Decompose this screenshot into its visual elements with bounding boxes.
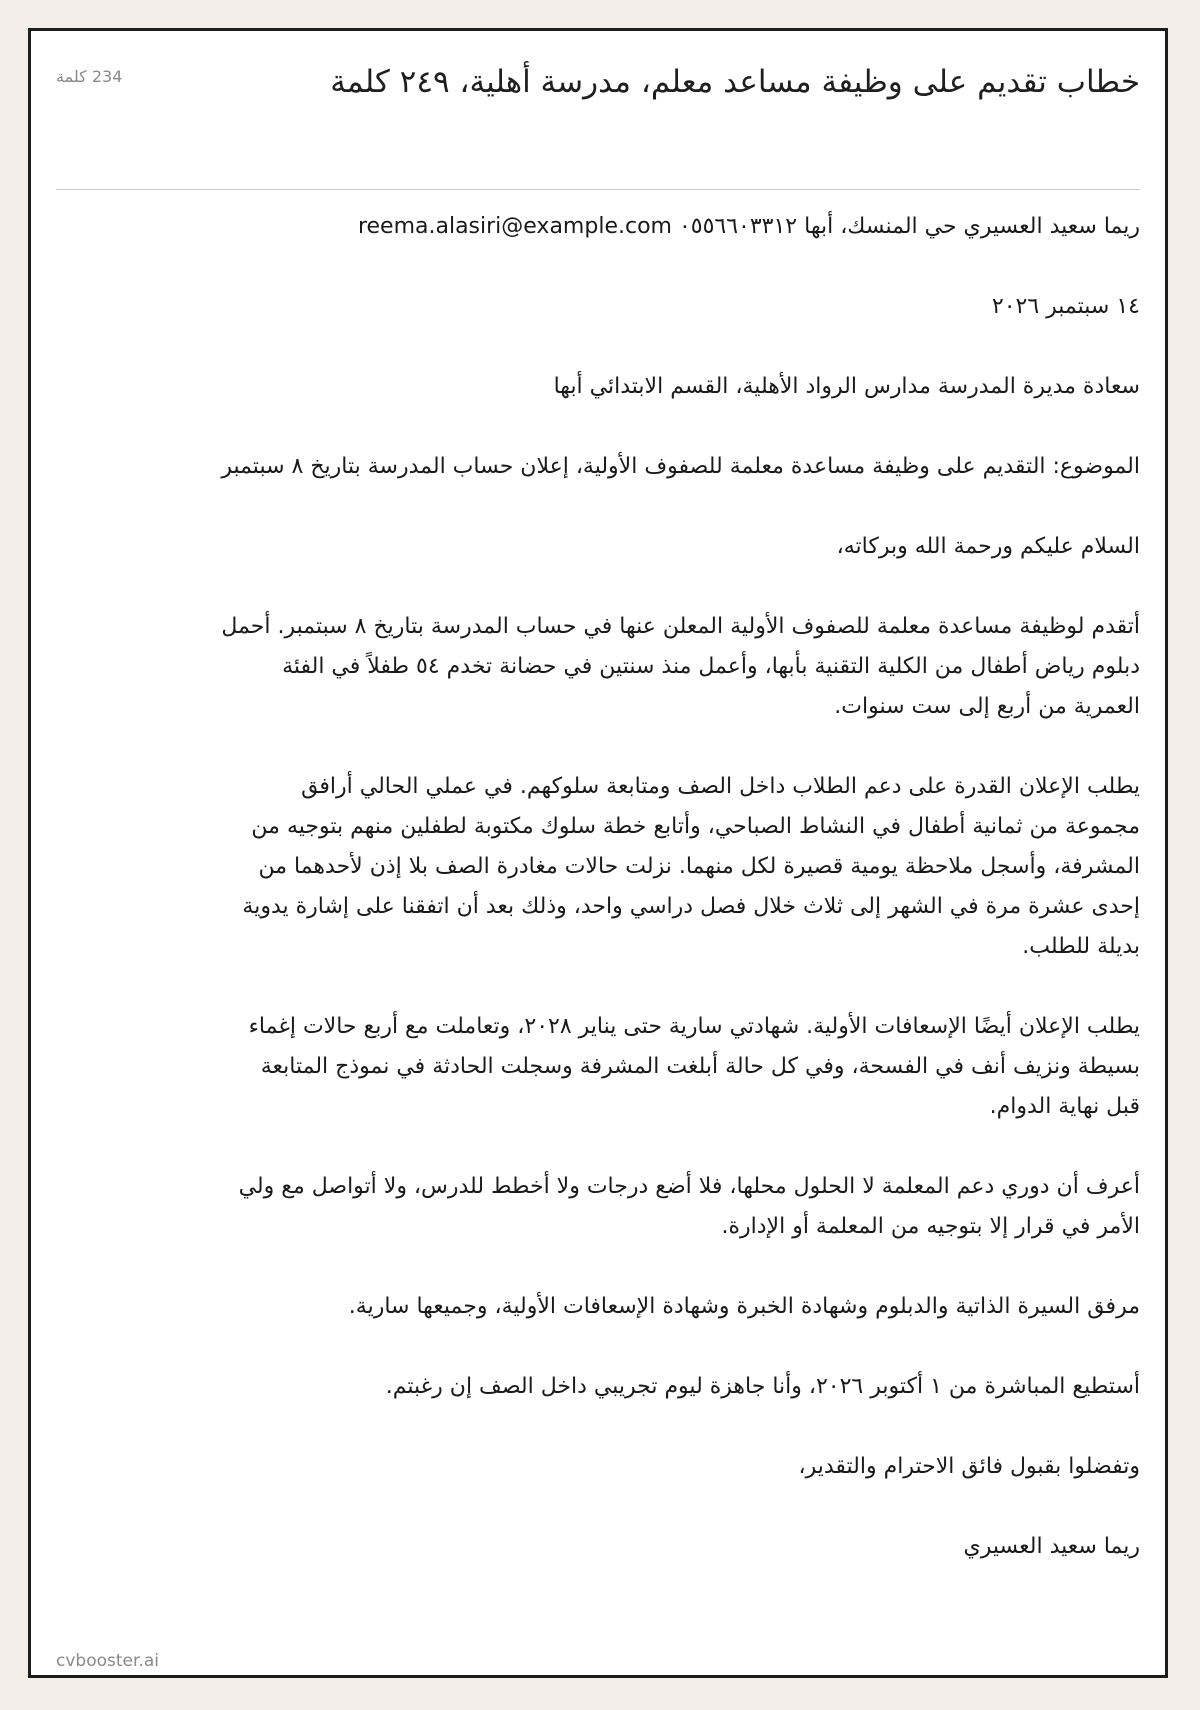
greeting: السلام عليكم ورحمة الله وبركاته، (836, 534, 1140, 559)
letter-date: ١٤ سبتمبر ٢٠٢٦ (991, 294, 1140, 319)
paragraph-availability: أستطيع المباشرة من ١ أكتوبر ٢٠٢٦، وأنا جاهزة ليوم تجريبي داخل الصف إن رغبتم. (385, 1374, 1140, 1399)
paragraph-role-boundaries: أعرف أن دوري دعم المعلمة لا الحلول محلها، فلا أضع درجات ولا أخطط للدرس، ولا أتواصل مع ولي الأمر في قرار إلا بتوجيه من المعلمة أو الإدارة. (238, 1174, 1140, 1239)
letter-page (28, 28, 1168, 1678)
paragraph-attachments: مرفق السيرة الذاتية والدبلوم وشهادة الخبرة وشهادة الإسعافات الأولية، وجميعها سارية. (348, 1294, 1140, 1319)
closing-line: وتفضلوا بقبول فائق الاحترام والتقدير، (798, 1454, 1140, 1479)
letter-title: خطاب تقديم على وظيفة مساعد معلم، مدرسة أهلية، ٢٤٩ كلمة (330, 64, 1140, 100)
recipient-line: سعادة مديرة المدرسة مدارس الرواد الأهلية، القسم الابتدائي أبها (553, 374, 1140, 399)
paragraph-first-aid: يطلب الإعلان أيضًا الإسعافات الأولية. شهادتي سارية حتى يناير ٢٠٢٨، وتعاملت مع أربع حالات إغماء بسيطة ونزيف أنف في الفسحة، وفي كل حالة أبلغت المشرفة وسجلت الحادثة في نموذج المتابعة قبل نهاية الدوام. (248, 1014, 1140, 1119)
word-count-badge: 234 كلمة (56, 67, 123, 86)
letter-header (56, 59, 1140, 190)
letter-body (220, 207, 1140, 1567)
paragraph-behavior-support: يطلب الإعلان القدرة على دعم الطلاب داخل الصف ومتابعة سلوكهم. في عملي الحالي أرافق مجموعة من ثمانية أطفال في النشاط الصباحي، وأتابع خطة سلوك مكتوبة لطفلين منهم بتوجيه من المشرفة، وأسجل ملاحظة يومية قصيرة لكل منهما. نزلت حالات مغادرة الصف بلا إذن لأحدهما من إحدى عشرة مرة في الشهر إلى ثلاث خلال فصل دراسي واحد، وذلك بعد أن اتفقنا على إشارة يدوية بديلة للطلب. (242, 774, 1140, 959)
brand-watermark: cvbooster.ai (56, 1651, 159, 1671)
paragraph-intro: أتقدم لوظيفة مساعدة معلمة للصفوف الأولية المعلن عنها في حساب المدرسة بتاريخ ٨ سبتمبر. أحمل دبلوم رياض أطفال من الكلية التقنية بأبها، وأعمل منذ سنتين في حضانة تخدم ٥٤ طفلاً في الفئة العمرية من أربع إلى ست سنوات. (221, 614, 1140, 719)
subject-line: الموضوع: التقديم على وظيفة مساعدة معلمة للصفوف الأولية، إعلان حساب المدرسة بتاريخ ٨ سبتمبر (221, 454, 1140, 479)
signature-name: ريما سعيد العسيري (963, 1534, 1140, 1559)
sender-line: ريما سعيد العسيري حي المنسك، أبها ٠٥٥٦٦٠٣٣١٢ reema.alasiri@example.com (357, 214, 1140, 239)
